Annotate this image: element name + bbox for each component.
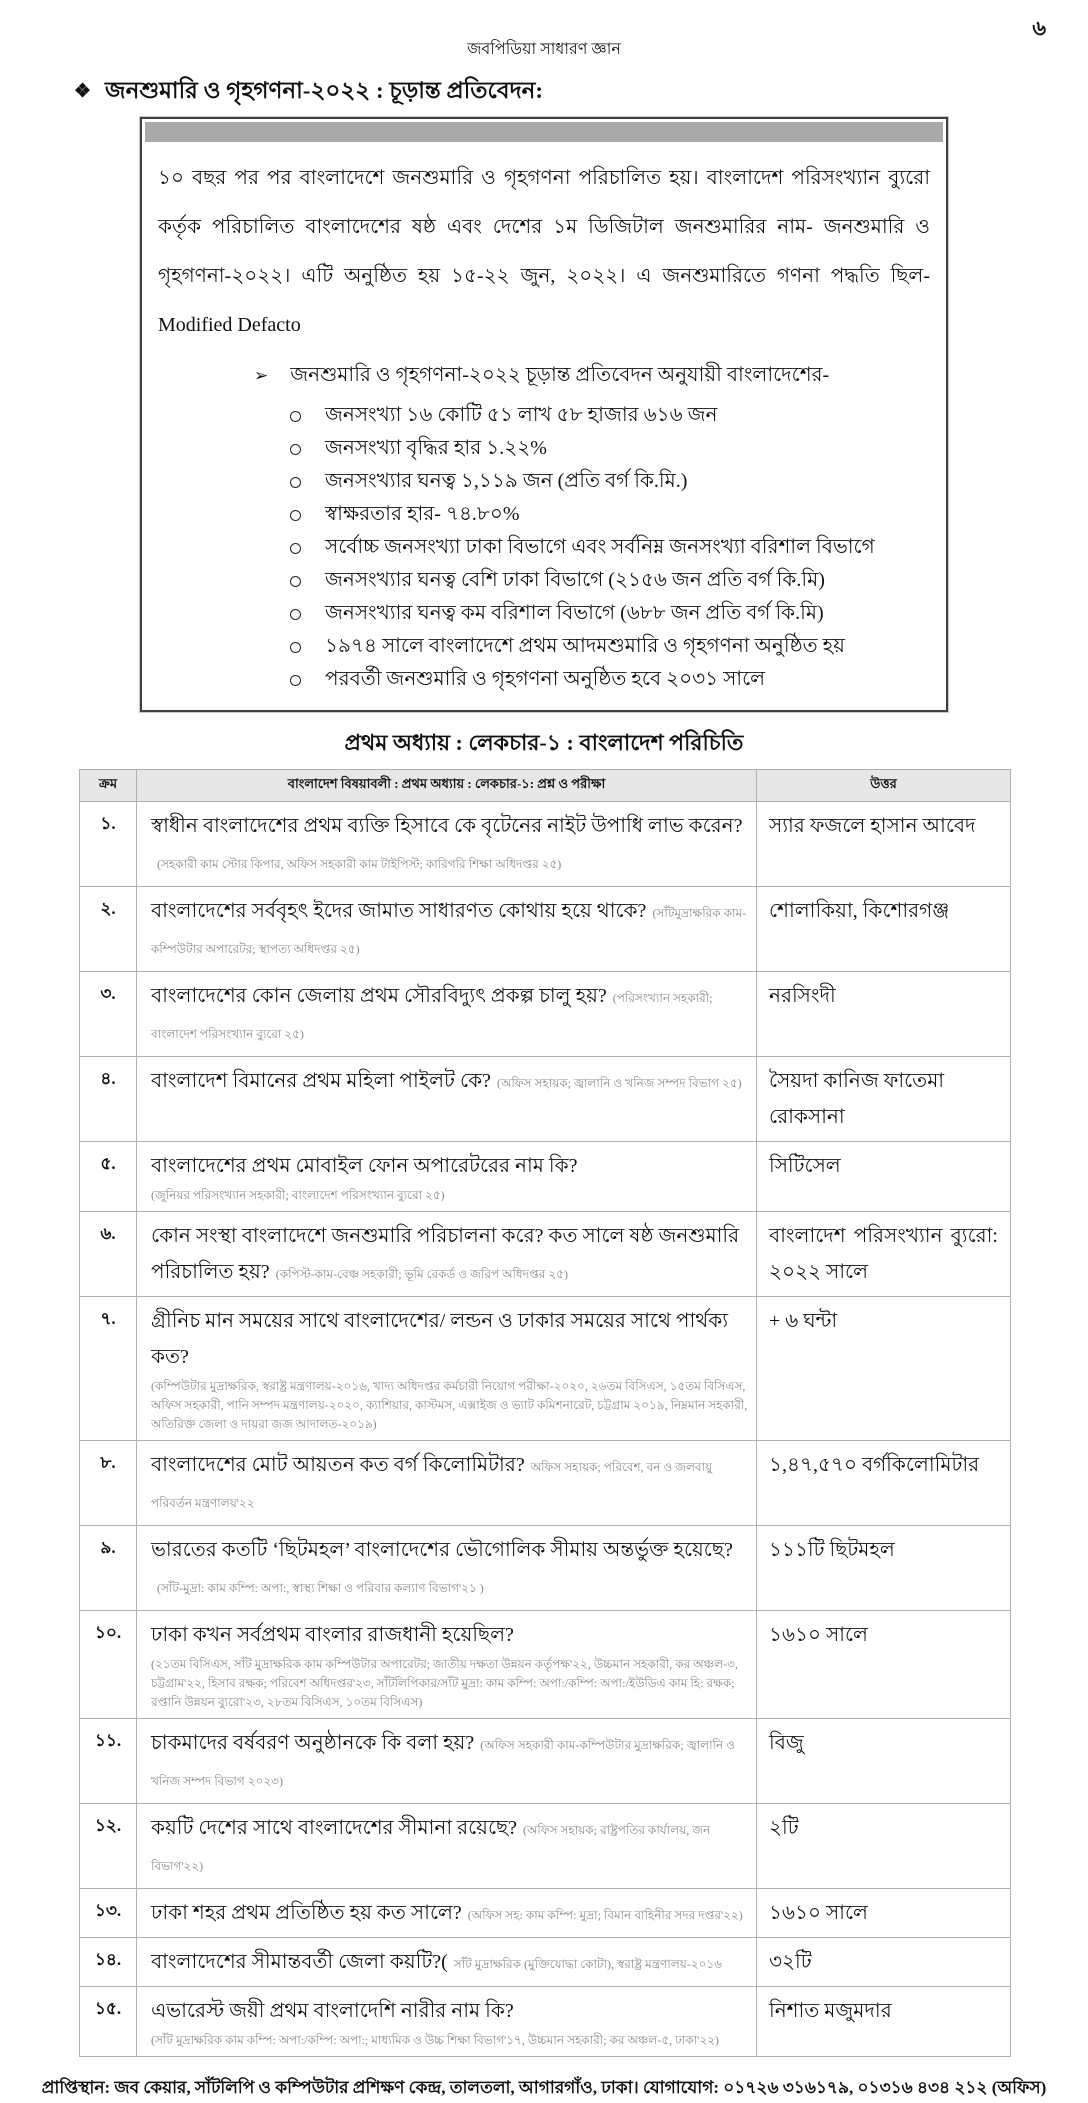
serial-cell: ৩.: [80, 972, 137, 1057]
question-text: বাংলাদেশ বিমানের প্রথম মহিলা পাইলট কে?: [151, 1070, 491, 1092]
answer-cell: ১১১টি ছিটমহল: [757, 1526, 1011, 1611]
list-item: [290, 498, 946, 531]
question-text: ভারতের কতটি ‘ছিটমহল’ বাংলাদেশের ভৌগোলিক সীমায় অন্তর্ভুক্ত হয়েছে?: [151, 1539, 733, 1561]
table-row: [80, 1987, 1011, 2057]
exam-source-text: (সহকারী কাম স্টোর কিপার, অফিস সহকারী কাম টাইপিস্ট; কারিগরি শিক্ষা অধিদপ্তর ২৫): [157, 857, 562, 871]
question-cell: [137, 1142, 757, 1212]
list-item: [290, 531, 946, 564]
bullet-text: সর্বোচ্চ জনসংখ্যা ঢাকা বিভাগে এবং সর্বনিম্ন জনসংখ্যা বরিশাল বিভাগে: [325, 536, 875, 558]
exam-source-text: (অফিস সহকারী কাম-কম্পিউটার মুদ্রাক্ষরিক; জ্বালানি ও খনিজ সম্পদ বিভাগ ২০২৩): [151, 1738, 735, 1788]
serial-cell: ৬.: [80, 1212, 137, 1297]
circle-bullet-icon: [290, 411, 301, 422]
answer-cell: ১,৪৭,৫৭০ বর্গকিলোমিটার: [757, 1441, 1011, 1526]
exam-source-text: অফিস সহায়ক; পরিবেশ, বন ও জলবায়ু পরিবর্তন মন্ত্রণালয়'২২: [151, 1460, 713, 1510]
list-item: [290, 399, 946, 432]
exam-source-text: (সাঁটমুদ্রাক্ষরিক কাম-কম্পিউটার অপারেটর; স্থাপত্য অধিদপ্তর ২৫): [151, 906, 747, 956]
list-item: [290, 465, 946, 498]
exam-source-text: (অফিস সহায়ক; রাষ্ট্রপতির কার্যালয়, জন বিভাগ'২২): [151, 1823, 711, 1873]
serial-cell: ১১.: [80, 1719, 137, 1804]
question-text: গ্রীনিচ মান সময়ের সাথে বাংলাদেশের/ লন্ডন ও ঢাকার সময়ের সাথে পার্থক্য কত?: [151, 1310, 729, 1368]
table-row: [80, 887, 1011, 972]
bullet-text: পরবর্তী জনশুমারি ও গৃহগণনা অনুষ্ঠিত হবে ২০৩১ সালে: [325, 668, 766, 690]
question-text: কয়টি দেশের সাথে বাংলাদেশের সীমানা রয়েছে?: [151, 1817, 517, 1839]
answer-cell: স্যার ফজলে হাসান আবেদ: [757, 802, 1011, 887]
answer-cell: সৈয়দা কানিজ ফাতেমা রোকসানা: [757, 1057, 1011, 1142]
question-cell: [137, 1889, 757, 1938]
diamond-icon: ❖: [74, 81, 92, 102]
column-header-answer: উত্তর: [757, 770, 1011, 802]
table-row: [80, 1057, 1011, 1142]
exam-source-text: সাঁট মুদ্রাক্ষরিক (মুক্তিযোদ্ধা কোটা), স্বরাষ্ট্র মন্ত্রণালয়-২০১৬: [453, 1957, 722, 1971]
answer-cell: নিশাত মজুমদার: [757, 1987, 1011, 2057]
question-text: এভারেস্ট জয়ী প্রথম বাংলাদেশি নারীর নাম কি?: [151, 2000, 514, 2022]
question-cell: [137, 887, 757, 972]
question-cell: [137, 1297, 757, 1441]
circle-bullet-icon: [290, 510, 301, 521]
answer-cell: বাংলাদেশ পরিসংখ্যান ব্যুরো: ২০২২ সালে: [757, 1212, 1011, 1297]
serial-cell: ১.: [80, 802, 137, 887]
question-cell: [137, 1719, 757, 1804]
answer-cell: বিজু: [757, 1719, 1011, 1804]
list-item: [290, 630, 946, 663]
answer-cell: ১৬১০ সালে: [757, 1611, 1011, 1719]
bullet-text: স্বাক্ষরতার হার- ৭৪.৮০%: [325, 503, 520, 525]
question-cell: [137, 1804, 757, 1889]
exam-source-text: (২১তম বিসিএস, সাঁট মুদ্রাক্ষরিক কাম কম্পিউটার অপারেটর; জাতীয় দক্ষতা উন্নয়ন কর্তৃপক্ষ'২২, উচ্চমান সহকারী, কর অঞ্চল-৩, চট্টগ্রাম'২২, হিসাব রক্ষক; পরিবেশ অধিদপ্তর'২৩, সাঁটলিপিকার/সাঁট মুদ্রা: কাম কম্পি: অপা:/কম্পি: অপা:/ইউডিএ কাম হি: রক্ষক; রপ্তানি উন্নয়ন ব্যুরো'২৩, ২৮তম বিসিএস, ১০তম বিসিএস): [151, 1657, 738, 1709]
footer-contact-line: প্রাপ্তিস্থান: জব কেয়ার, সাঁটলিপি ও কম্পিউটার প্রশিক্ষণ কেন্দ্র, তালতলা, আগারগাঁও, ঢাকা। যোগাযোগ: ০১৭২৬ ৩১৬১৭৯, ০১৩১৬ ৪৩৪ ২১২ (অফিস): [41, 2078, 1047, 2097]
question-cell: [137, 1987, 757, 2057]
exam-source-text: (অফিস সহ: কাম কম্পি: মুদ্রা; বিমান বাহিনীর সদর দপ্তর'২২): [467, 1908, 743, 1922]
table-row: [80, 1441, 1011, 1526]
exam-source-text: (অফিস সহায়ক; জ্বালানি ও খনিজ সম্পদ বিভাগ ২৫): [496, 1076, 742, 1090]
question-cell: [137, 1938, 757, 1987]
census-bullet-list: [290, 399, 946, 696]
answer-cell: সিটিসেল: [757, 1142, 1011, 1212]
exam-source-text: (সাঁট-মুদ্রা: কাম কম্পি: অপা:, স্বাস্থ্য শিক্ষা ও পরিবার কল্যাণ বিভাগ'২১ ): [157, 1581, 484, 1595]
table-row: [80, 1611, 1011, 1719]
table-row: [80, 1804, 1011, 1889]
exam-source-text: (কম্পিউটার মুদ্রাক্ষরিক, স্বরাষ্ট্র মন্ত্রণালয়-২০১৬, খাদ্য অধিদপ্তর কর্মচারী নিয়োগ পরীক্ষা-২০২০, ২৬তম বিসিএস, ১৫তম বিসিএস, অফিস সহকারী, পানি সম্পদ মন্ত্রণালয়-২০২০, ক্যাশিয়ার, কাস্টমস, এক্সাইজ ও ভ্যাট কমিশনারেট, চট্টগ্রাম ২০১৯, নিম্নমান সহকারী, অতিরিক্ত জেলা ও দায়রা জজ আদালত-২০১৯): [151, 1379, 748, 1431]
serial-cell: ২.: [80, 887, 137, 972]
document-header: [0, 0, 1088, 62]
list-item: [290, 663, 946, 696]
answer-cell: শোলাকিয়া, কিশোরগঞ্জ: [757, 887, 1011, 972]
gray-strip: [145, 122, 943, 142]
exam-source-text: (পরিসংখ্যান সহকারী; বাংলাদেশ পরিসংখ্যান ব্যুরো ২৫): [151, 991, 713, 1041]
bullet-text: ১৯৭৪ সালে বাংলাদেশে প্রথম আদমশুমারি ও গৃহগণনা অনুষ্ঠিত হয়: [325, 635, 845, 657]
serial-cell: ৯.: [80, 1526, 137, 1611]
table-row: [80, 1938, 1011, 1987]
list-item: [290, 564, 946, 597]
census-paragraph: ১০ বছর পর পর বাংলাদেশে জনশুমারি ও গৃহগণনা পরিচালিত হয়। বাংলাদেশ পরিসংখ্যান ব্যুরো কর্তৃক পরিচালিত বাংলাদেশের ষষ্ঠ এবং দেশের ১ম ডিজিটাল জনশুমারির নাম- জনশুমারি ও গৃহগণনা-২০২২। এটি অনুষ্ঠিত হয় ১৫-২২ জুন, ২০২২। এ জনশুমারিতে গণনা পদ্ধতি ছিল- Modified Defacto: [158, 167, 930, 336]
question-text: কোন সংস্থা বাংলাদেশে জনশুমারি পরিচালনা করে? কত সালে ষষ্ঠ জনশুমারি পরিচালিত হয়?: [151, 1225, 740, 1283]
exam-source-text: (জুনিয়র পরিসংখ্যান সহকারী; বাংলাদেশ পরিসংখ্যান ব্যুরো ২৫): [151, 1188, 445, 1202]
census-info-box: [140, 117, 948, 712]
serial-cell: ৪.: [80, 1057, 137, 1142]
circle-bullet-icon: [290, 444, 301, 455]
bullet-text: জনসংখ্যা বৃদ্ধির হার ১.২২%: [325, 437, 547, 459]
question-cell: [137, 1212, 757, 1297]
table-header-row: [80, 770, 1011, 802]
table-row: [80, 1719, 1011, 1804]
table-row: [80, 1142, 1011, 1212]
circle-bullet-icon: [290, 675, 301, 686]
answer-cell: ২টি: [757, 1804, 1011, 1889]
serial-cell: ৮.: [80, 1441, 137, 1526]
census-arrow-text: জনশুমারি ও গৃহগণনা-২০২২ চূড়ান্ত প্রতিবেদন অনুযায়ী বাংলাদেশের-: [290, 364, 830, 386]
question-text: বাংলাদেশের সর্ববৃহৎ ইদের জামাত সাধারণত কোথায় হয়ে থাকে?: [151, 900, 647, 922]
table-row: [80, 1297, 1011, 1441]
circle-bullet-icon: [290, 576, 301, 587]
answer-cell: ১৬১০ সালে: [757, 1889, 1011, 1938]
serial-cell: ১৫.: [80, 1987, 137, 2057]
exam-source-text: (কপিস্ট-কাম-বেঞ্চ সহকারী; ভূমি রেকর্ড ও জরিপ অধিদপ্তর ২৫): [275, 1267, 568, 1281]
question-cell: [137, 1057, 757, 1142]
list-item: [290, 597, 946, 630]
answer-cell: নরসিংদী: [757, 972, 1011, 1057]
section-heading: [74, 72, 1088, 111]
table-row: [80, 1889, 1011, 1938]
answer-cell: + ৬ ঘন্টা: [757, 1297, 1011, 1441]
table-row: [80, 1526, 1011, 1611]
page-number: ৬: [1032, 16, 1046, 40]
circle-bullet-icon: [290, 609, 301, 620]
circle-bullet-icon: [290, 477, 301, 488]
serial-cell: ৭.: [80, 1297, 137, 1441]
question-cell: [137, 802, 757, 887]
table-row: [80, 1212, 1011, 1297]
question-text: স্বাধীন বাংলাদেশের প্রথম ব্যক্তি হিসাবে কে বৃটেনের নাইট উপাধি লাভ করেন?: [151, 815, 743, 837]
list-item: [290, 432, 946, 465]
question-text: ঢাকা কখন সর্বপ্রথম বাংলার রাজধানী হয়েছিল?: [151, 1624, 514, 1646]
question-cell: [137, 1441, 757, 1526]
exam-source-text: (সাঁট মুদ্রাক্ষরিক কাম কম্পি: অপা:/কম্পি: অপা:; মাধ্যমিক ও উচ্চ শিক্ষা বিভাগ'১৭, উচ্চমান সহকারী; কর অঞ্চল-৫, ঢাকা'২২): [151, 2033, 720, 2047]
question-cell: [137, 1611, 757, 1719]
question-cell: [137, 972, 757, 1057]
arrow-bullet-icon: ➢: [254, 366, 269, 385]
serial-cell: ১৪.: [80, 1938, 137, 1987]
column-header-question: বাংলাদেশ বিষয়াবলী : প্রথম অধ্যায় : লেকচার-১: প্রশ্ন ও পরীক্ষা: [137, 770, 757, 802]
question-text: বাংলাদেশের কোন জেলায় প্রথম সৌরবিদ্যুৎ প্রকল্প চালু হয়?: [151, 985, 607, 1007]
bullet-text: জনসংখ্যার ঘনত্ব বেশি ঢাকা বিভাগে (২১৫৬ জন প্রতি বর্গ কি.মি): [325, 569, 825, 591]
bullet-text: জনসংখ্যার ঘনত্ব কম বরিশাল বিভাগে (৬৮৮ জন প্রতি বর্গ কি.মি): [325, 602, 824, 624]
question-answer-table: [79, 769, 1011, 2057]
serial-cell: ৫.: [80, 1142, 137, 1212]
serial-cell: ১২.: [80, 1804, 137, 1889]
serial-cell: ১৩.: [80, 1889, 137, 1938]
question-text: চাকমাদের বর্ষবরণ অনুষ্ঠানকে কি বলা হয়?: [151, 1732, 475, 1754]
chapter-heading: প্রথম অধ্যায় : লেকচার-১ : বাংলাদেশ পরিচিতি: [344, 730, 744, 755]
question-cell: [137, 1526, 757, 1611]
column-header-serial: ক্রম: [80, 770, 137, 802]
section-heading-label: জনশুমারি ও গৃহগণনা-২০২২ : চূড়ান্ত প্রতিবেদন:: [105, 78, 544, 103]
question-text: বাংলাদেশের প্রথম মোবাইল ফোন অপারেটরের নাম কি?: [151, 1155, 578, 1177]
question-text: বাংলাদেশের মোট আয়তন কত বর্গ কিলোমিটার?: [151, 1454, 525, 1476]
question-text: বাংলাদেশের সীমান্তবর্তী জেলা কয়টি?(: [151, 1951, 448, 1973]
bullet-text: জনসংখ্যার ঘনত্ব ১,১১৯ জন (প্রতি বর্গ কি.মি.): [325, 470, 688, 492]
question-text: ঢাকা শহর প্রথম প্রতিষ্ঠিত হয় কত সালে?: [151, 1902, 462, 1924]
table-row: [80, 802, 1011, 887]
table-row: [80, 972, 1011, 1057]
census-arrow-line: [254, 360, 946, 393]
circle-bullet-icon: [290, 642, 301, 653]
answer-cell: ৩২টি: [757, 1938, 1011, 1987]
circle-bullet-icon: [290, 543, 301, 554]
serial-cell: ১০.: [80, 1611, 137, 1719]
bullet-text: জনসংখ্যা ১৬ কোটি ৫১ লাখ ৫৮ হাজার ৬১৬ জন: [325, 404, 718, 426]
document-title: জবপিডিয়া সাধারণ জ্ঞান: [467, 41, 621, 58]
